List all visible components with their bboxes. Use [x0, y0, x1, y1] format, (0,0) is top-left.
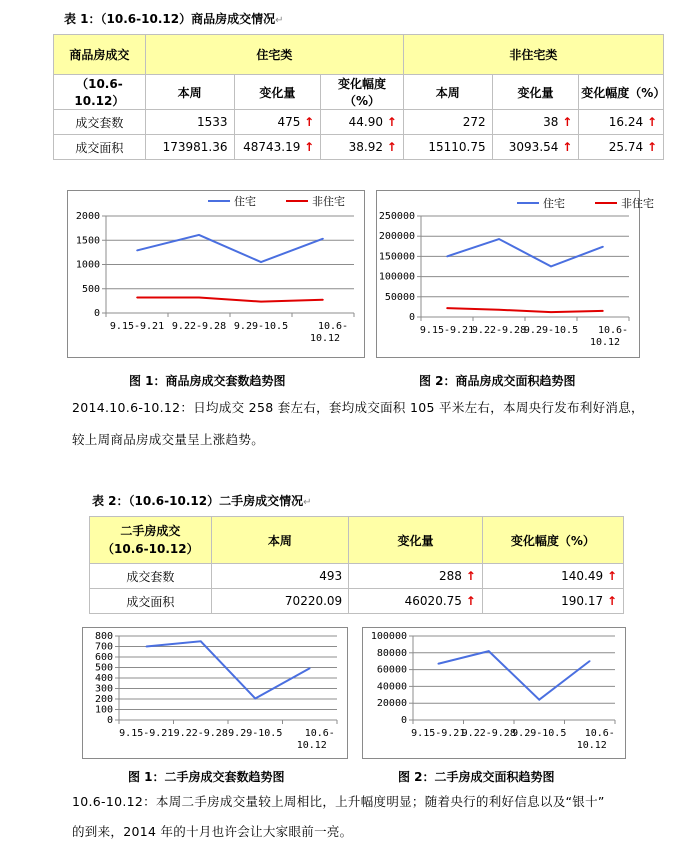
table-cell: 475 ↑: [234, 110, 321, 135]
x-tick-label: 9.22-9.28: [173, 728, 228, 739]
y-tick-label: 500: [94, 662, 113, 674]
table-cell: 70220.09: [211, 589, 349, 614]
y-tick-label: 0: [93, 308, 100, 319]
table-cell: 46020.75 ↑: [349, 589, 483, 614]
data-point: [260, 301, 262, 303]
table1-row-label: 成交套数: [54, 110, 146, 135]
y-tick-label: 20000: [376, 698, 407, 710]
table2-row-label: 成交套数: [90, 564, 212, 589]
x-tick-label: [577, 728, 615, 751]
chart-1: [67, 190, 365, 358]
table1-col-header: 变化幅度（%）: [321, 75, 404, 110]
x-tick-label: 9.22-9.28: [461, 728, 516, 739]
paragraph1-line1: 2014.10.6-10.12：日均成交 258 套左右，套均成交面积 105 平米左右，本周央行发布利好消息，: [72, 400, 644, 415]
data-point: [200, 640, 202, 642]
chart-3: [82, 627, 348, 759]
y-tick-label: 400: [94, 673, 113, 684]
data-point: [145, 646, 147, 648]
data-point: [254, 698, 256, 700]
data-point: [322, 299, 324, 301]
y-tick-label: 100000: [370, 631, 407, 642]
table-cell: 272: [403, 110, 492, 135]
series-line: [137, 235, 323, 262]
x-tick-label-part: 10.12: [589, 337, 621, 348]
y-tick-label: 500: [81, 283, 100, 295]
table1-col-header: 本周: [403, 75, 492, 110]
data-point: [498, 238, 500, 240]
x-tick-label: 9.29-10.5: [523, 325, 579, 336]
table1-group-nonres: 非住宅类: [403, 35, 663, 75]
table2: [89, 516, 624, 614]
x-tick-label: 9.15-9.21: [419, 325, 475, 336]
x-tick-label: 9.15-9.21: [411, 728, 466, 739]
up-arrow-icon: ↑: [646, 115, 657, 129]
table1-group-res: 住宅类: [145, 35, 403, 75]
series-line: [146, 641, 310, 698]
x-tick-label: 9.29-10.5: [512, 728, 567, 739]
series-line: [447, 239, 603, 266]
data-point: [446, 256, 448, 258]
table1-col-header: 变化量: [492, 75, 579, 110]
up-arrow-icon: ↑: [304, 140, 315, 154]
data-point: [446, 307, 448, 309]
table2-head-label: 二手房成交: [120, 524, 181, 538]
table1-row-label: 成交面积: [54, 135, 146, 160]
data-point: [322, 238, 324, 240]
x-tick-label: [297, 728, 335, 751]
y-tick-label: 60000: [376, 664, 407, 676]
up-arrow-icon: ↑: [606, 594, 617, 608]
paragraph2-line2: 的到来，2014 年的十月也许会让大家眼前一亮。: [72, 824, 353, 839]
y-tick-label: 1500: [75, 235, 100, 247]
data-point: [498, 309, 500, 311]
table1-col-header: 变化量: [234, 75, 321, 110]
chart-4: [362, 627, 626, 759]
x-tick-label: 9.22-9.28: [171, 321, 227, 332]
table-cell: 288 ↑: [349, 564, 483, 589]
up-arrow-icon: ↑: [465, 569, 476, 583]
x-tick-label-part: 10.6-: [584, 728, 615, 739]
data-point: [136, 297, 138, 299]
y-tick-label: 0: [408, 312, 415, 323]
x-tick-label: 9.15-9.21: [109, 321, 165, 332]
data-point: [260, 261, 262, 263]
table1-col-header: 变化幅度（%）: [579, 75, 664, 110]
table1-head-label: 商品房成交: [54, 35, 146, 75]
y-tick-label: 100000: [378, 271, 415, 283]
table-cell: 44.90 ↑: [321, 110, 404, 135]
up-arrow-icon: ↑: [562, 140, 573, 154]
data-point: [538, 699, 540, 701]
y-tick-label: 300: [94, 683, 113, 695]
data-point: [136, 250, 138, 252]
data-point: [589, 660, 591, 662]
table2-col-header: 本周: [211, 517, 349, 564]
table-cell: 25.74 ↑: [579, 135, 664, 160]
table2-caption: 表 2：（10.6-10.12）二手房成交情况↵: [92, 494, 312, 508]
legend-label: 住宅: [543, 197, 565, 210]
paragraph2-line1: 10.6-10.12：本周二手房成交量较上周相比，上升幅度明显；随着央行的利好信息以及“银十”: [72, 794, 605, 809]
table1-period: （10.6-10.12）: [54, 75, 146, 110]
data-point: [309, 667, 311, 669]
y-tick-label: 40000: [376, 681, 407, 693]
legend-label: 非住宅: [312, 195, 345, 208]
table-cell: 16.24 ↑: [579, 110, 664, 135]
table2-col-header: 变化量: [349, 517, 483, 564]
series-line: [137, 297, 323, 301]
fig3-caption: 图 1：二手房成交套数趋势图: [128, 770, 285, 784]
x-tick-label-part: 10.6-: [597, 325, 629, 336]
table1-caption: 表 1：（10.6-10.12）商品房成交情况↵: [64, 12, 284, 26]
x-tick-label: [310, 321, 348, 344]
y-tick-label: 0: [106, 715, 113, 726]
data-point: [602, 310, 604, 312]
y-tick-label: 150000: [378, 251, 415, 263]
table2-period: （10.6-10.12）: [102, 542, 199, 556]
chart-2: [376, 190, 654, 358]
series-line: [438, 651, 590, 700]
table-cell: 38.92 ↑: [321, 135, 404, 160]
y-tick-label: 200: [94, 694, 113, 705]
x-tick-label: [590, 325, 628, 348]
up-arrow-icon: ↑: [562, 115, 573, 129]
fig1-caption: 图 1：商品房成交套数趋势图: [129, 374, 286, 388]
fig2-caption: 图 2：商品房成交面积趋势图: [419, 374, 576, 388]
fig4-caption: 图 2：二手房成交面积趋势图: [398, 770, 555, 784]
data-point: [488, 650, 490, 652]
legend-label: 住宅: [234, 195, 256, 208]
table2-head: [90, 517, 212, 564]
y-tick-label: 2000: [75, 211, 100, 222]
table-cell: 190.17 ↑: [482, 589, 623, 614]
data-point: [550, 266, 552, 268]
table2-row-label: 成交面积: [90, 589, 212, 614]
data-point: [198, 234, 200, 236]
table-row: [54, 135, 664, 160]
up-arrow-icon: ↑: [646, 140, 657, 154]
data-point: [602, 246, 604, 248]
x-tick-label-part: 10.12: [296, 740, 327, 751]
data-point: [550, 311, 552, 313]
y-tick-label: 0: [400, 715, 407, 726]
x-tick-label: 9.22-9.28: [471, 325, 527, 336]
y-tick-label: 100: [94, 704, 113, 716]
table-cell: 38 ↑: [492, 110, 579, 135]
y-tick-label: 1000: [75, 259, 100, 271]
data-point: [437, 663, 439, 665]
x-tick-label-part: 10.12: [576, 740, 607, 751]
table-cell: 48743.19 ↑: [234, 135, 321, 160]
x-tick-label-part: 10.6-: [304, 728, 335, 739]
table-cell: 140.49 ↑: [482, 564, 623, 589]
table-cell: 3093.54 ↑: [492, 135, 579, 160]
x-tick-label: 9.29-10.5: [228, 728, 283, 739]
table1: [53, 34, 664, 160]
legend-label: 非住宅: [621, 197, 654, 210]
y-tick-label: 700: [94, 641, 113, 653]
table-cell: 1533: [145, 110, 234, 135]
table2-col-header: 变化幅度（%）: [482, 517, 623, 564]
up-arrow-icon: ↑: [465, 594, 476, 608]
up-arrow-icon: ↑: [304, 115, 315, 129]
y-tick-label: 800: [94, 631, 113, 642]
table-cell: 173981.36: [145, 135, 234, 160]
x-tick-label-part: 10.6-: [317, 321, 349, 332]
table-cell: 493: [211, 564, 349, 589]
up-arrow-icon: ↑: [606, 569, 617, 583]
y-tick-label: 200000: [378, 231, 415, 243]
table1-col-header: 本周: [145, 75, 234, 110]
x-tick-label: 9.29-10.5: [233, 321, 289, 332]
x-tick-label: 9.15-9.21: [119, 728, 174, 739]
up-arrow-icon: ↑: [386, 115, 397, 129]
y-tick-label: 50000: [384, 291, 415, 303]
series-line: [447, 308, 603, 312]
table-row: [90, 564, 624, 589]
y-tick-label: 250000: [378, 211, 415, 222]
table-row: [54, 110, 664, 135]
table-cell: 15110.75: [403, 135, 492, 160]
data-point: [198, 297, 200, 299]
x-tick-label-part: 10.12: [309, 333, 341, 344]
y-tick-label: 80000: [376, 647, 407, 659]
table-row: [90, 589, 624, 614]
paragraph1-line2: 较上周商品房成交量呈上涨趋势。: [72, 432, 265, 447]
y-tick-label: 600: [94, 652, 113, 663]
up-arrow-icon: ↑: [386, 140, 397, 154]
